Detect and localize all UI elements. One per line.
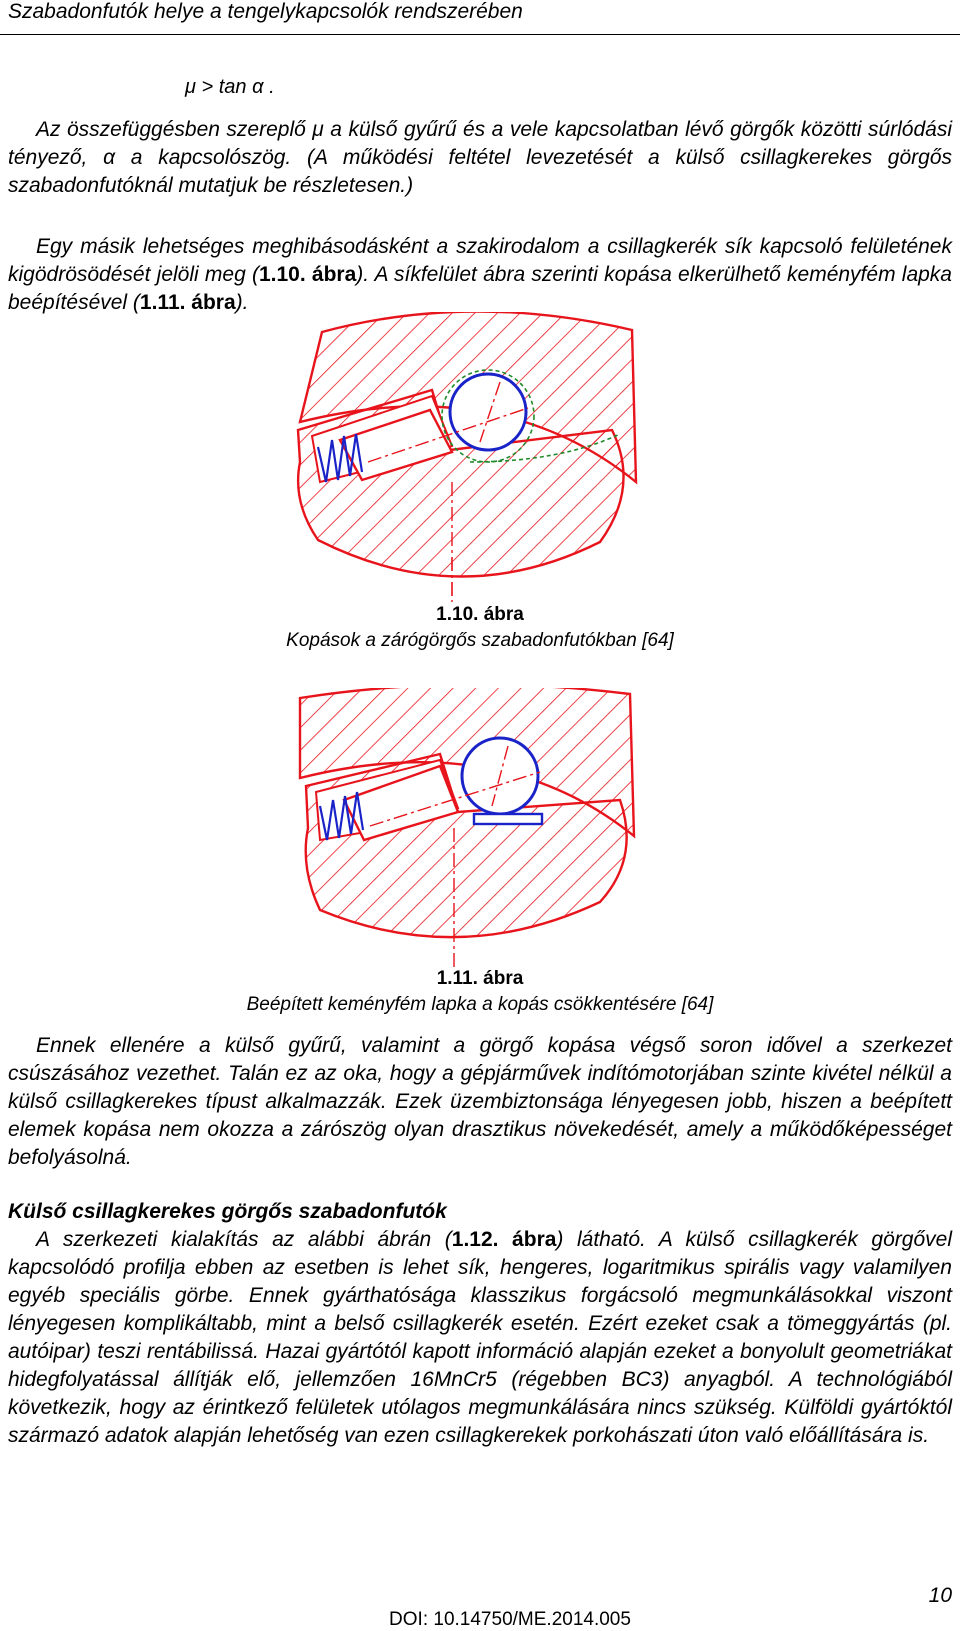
running-title: Szabadonfutók helye a tengelykapcsolók rendszerében: [8, 0, 523, 23]
paragraph-friction: [8, 116, 952, 200]
figure-1-11-number: 1.11. ábra: [436, 968, 524, 989]
paragraph-wear-text: Ennek ellenére a külső gyűrű, valamint a görgő kopása végső soron idővel a szerkezet csúszásához vezethet. Talán ez az oka, hogy a gépjárművek indítómotorjában szinte kivétel nélkül a külső csillagkerekes típust alkalmazzák. Ezek üzembiztonsága lényegesen jobb, hiszen a beépített elemek kopása nem okozza a zárószög olyan drasztikus növekedését, amely a működőképességet befolyásolná.: [8, 1034, 952, 1169]
figure-1-11-drawing: [0, 688, 960, 970]
figure-1-10-drawing: [0, 312, 960, 602]
section-heading: Külső csillagkerekes görgős szabadonfutók: [8, 1200, 447, 1223]
figure-ref-1-11: 1.11. ábra: [139, 291, 236, 314]
figure-1-10-number: 1.10. ábra: [436, 604, 524, 625]
paragraph-failure-text-2: ). A síkfelület ábra szerinti kopása elkerülhető keményfém lapka beépítésével (: [8, 263, 952, 314]
carbide-insert: [474, 814, 542, 824]
figure-ref-1-12: 1.12. ábra: [451, 1228, 557, 1251]
paragraph-construction-text-1: A szerkezeti kialakítás az alábbi ábrán (: [36, 1228, 452, 1251]
figure-1-10-caption: Kopások a záróg​örgős szabadonfutókban [64]: [286, 630, 674, 651]
paragraph-friction-text: Az összefüggésben szereplő μ a külső gyűrű és a vele kapcsolatban lévő görgők közötti súrlódási tényező, α a kapcsolószög. (A működési feltétel levezetését a külső csillagkerekes görgős szabadonfutóknál mutatjuk be részletesen.): [8, 118, 952, 197]
paragraph-failure-text-1: Egy másik lehetséges meghibásodásként a szakirodalom a csillagkerék sík kapcsoló felületének kigödrösödését jelöli meg (: [8, 235, 952, 286]
paragraph-failure: [8, 233, 952, 317]
figure-1-11-caption: Beépített keményfém lapka a kopás csökkentésére [64]: [246, 994, 714, 1015]
doi-footer: DOI: 10.14750/ME.2014.005: [389, 1609, 631, 1630]
paragraph-failure-text-3: ).: [235, 291, 249, 314]
formula: μ > tan α .: [185, 76, 275, 98]
paragraph-construction-text-2: ) látható. A külső csillagkerék görgővel kapcsolódó profilja ebben az esetben is lehet sík, hengeres, logaritmikus spirális vagy valamilyen egyéb speciális görbe. Ennek gyárthatósága klasszikus forgácsoló megmunkálásokkal viszont lényegesen komplikáltabb, mint a belső csillagkerék esetén. Ezért ezeket csak a tömeggyártás (pl. autóipar) teszi rentábilissá. Hazai gyártótól kapott információ alapján ezeket a bonyolult geometriákat hidegfolyatással állítják elő, jellemzően 16MnCr5 (régebben BC3) anyagból. A technológiából következik, hogy az érintkező felületek utólagos megmunkálására nincs szükség. Külföldi gyártóktól származó adatok alapján lehetőség van ezen csillagkerekek porkohászati úton való előállítására is.: [8, 1228, 952, 1447]
figure-ref-1-10: 1.10. ábra: [258, 263, 357, 286]
page-number: 10: [928, 1584, 952, 1607]
paragraph-wear: [8, 1032, 952, 1172]
running-header: [0, 0, 960, 35]
paragraph-construction: [8, 1226, 952, 1450]
